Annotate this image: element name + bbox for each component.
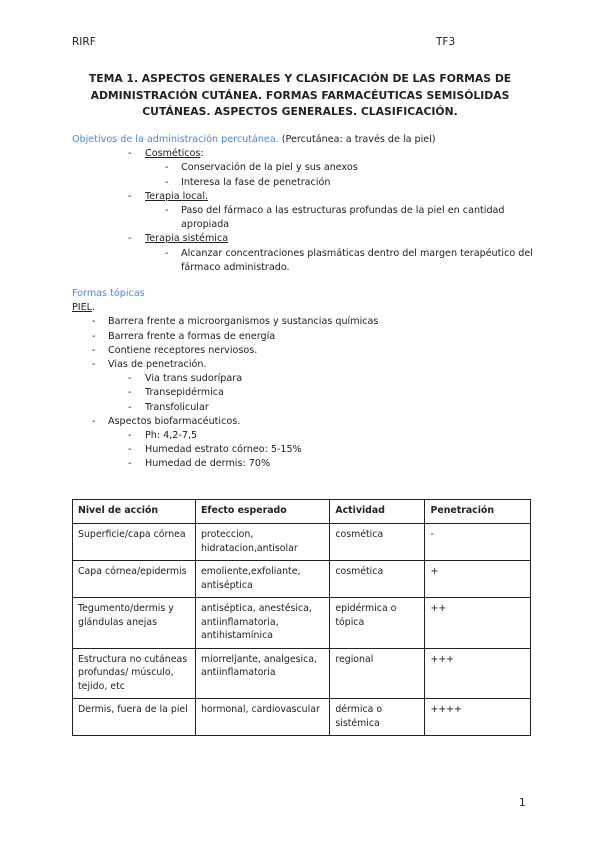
list-item	[72, 372, 542, 386]
column-header: Efecto esperado	[195, 500, 329, 524]
list-item-text: Humedad estrato córneo: 5-15%	[145, 444, 302, 456]
table-cell: ++++	[425, 699, 531, 736]
list-item	[72, 443, 542, 457]
objetivos-heading-line	[72, 133, 542, 147]
bullet-dash: -	[128, 148, 132, 160]
table-cell: Superficie/capa córnea	[73, 524, 196, 561]
table-cell: +++	[425, 648, 531, 699]
list-item	[72, 204, 542, 232]
table-cell: emoliente,exfoliante, antiséptica	[195, 561, 329, 598]
table-row	[73, 598, 531, 649]
bullet-dash: -	[128, 233, 132, 245]
bullet-dash: -	[128, 190, 132, 202]
list-item	[72, 457, 542, 471]
piel-heading: PIEL	[72, 302, 93, 314]
list-item-text: Vias de penetración.	[108, 359, 207, 371]
list-item	[72, 386, 542, 400]
bullet-dash: -	[92, 330, 96, 342]
list-item	[72, 190, 542, 204]
list-item-text: Barrera frente a formas de energía	[108, 330, 276, 342]
list-item-text: Aspectos biofarmacéuticos.	[108, 415, 241, 427]
header-left: RIRF	[72, 36, 96, 48]
objetivos-list	[72, 147, 542, 275]
document-body: Objetivos de la administración percutánea. (Percutánea: a través de la piel) - Cosméticos: - Conservación de la piel y sus anexos - Interesa la fase de penetración - Terapia local. - Paso del fármaco a las estructuras profundas de la piel en cantidad apropiada - Terapia sistémica - Alcanzar concentraciones plasmáticas dentro del margen terapéutico del fármaco administrado. Formas tópicas PIEL. - Barrera frente a microorganismos y sustancias químicas - Barrera frente a formas de energía - Contiene receptores nerviosos. - Vias de penetración. - Via trans sudorípara - Transepidérmica - Transfolicular - Aspectos biofarmacéuticos. - Ph: 4,2-7,5 - Humedad estrato córneo: 5-15% - Humedad de dermis: 70%	[72, 133, 542, 472]
table-cell: +	[425, 561, 531, 598]
list-item	[72, 232, 542, 246]
bullet-dash: -	[128, 444, 132, 456]
title-line: CUTÁNEAS. ASPECTOS GENERALES. CLASIFICACIÓN.	[142, 105, 458, 118]
table-cell: cosmética	[330, 524, 425, 561]
list-item-text: Conservación de la piel y sus anexos	[181, 162, 358, 174]
table-cell: Estructura no cutáneas profundas/ músculo, tejido, etc	[73, 648, 196, 699]
table-cell: regional	[330, 648, 425, 699]
page-title	[80, 71, 520, 121]
bullet-dash: -	[165, 247, 169, 259]
list-item	[72, 401, 542, 415]
list-item-text: Transepidérmica	[145, 387, 224, 399]
list-item	[72, 415, 542, 429]
list-item	[72, 330, 542, 344]
list-item	[72, 147, 542, 161]
column-header: Penetración	[425, 500, 531, 524]
list-item-text: Terapia local.	[145, 190, 209, 202]
table-cell: miorreljante, analgesica, antiinflamatoria	[195, 648, 329, 699]
list-item	[72, 358, 542, 372]
bullet-dash: -	[92, 415, 96, 427]
list-item	[72, 429, 542, 443]
list-item	[72, 161, 542, 175]
formas-heading: Formas tópicas	[72, 288, 145, 300]
bullet-dash: -	[128, 401, 132, 413]
list-item-text: Contiene receptores nerviosos.	[108, 344, 258, 356]
list-item	[72, 344, 542, 358]
list-item-text: Barrera frente a microorganismos y sustancias químicas	[108, 316, 379, 328]
list-item-text: Via trans sudorípara	[145, 373, 243, 385]
objetivos-heading: Objetivos de la administración percutánea.	[72, 134, 279, 145]
title-line: TEMA 1. ASPECTOS GENERALES Y CLASIFICACIÓN DE LAS FORMAS DE	[88, 72, 512, 85]
action-level-table	[72, 499, 531, 736]
column-header: Actividad	[330, 500, 425, 524]
list-item-text: Interesa la fase de penetración	[181, 176, 331, 188]
column-header: Nivel de acción	[73, 500, 196, 524]
bullet-dash: -	[165, 205, 169, 217]
table-cell: Tegumento/dermis y glándulas anejas	[73, 598, 196, 649]
list-item-text: Humedad de dermis: 70%	[145, 458, 271, 470]
table-cell: antiséptica, anestésica, antiinflamatoria, antihistamínica	[195, 598, 329, 649]
page-number: 1	[519, 797, 526, 809]
bullet-dash: -	[92, 359, 96, 371]
header-right: TF3	[436, 36, 456, 48]
table-cell: -	[425, 524, 531, 561]
bullet-dash: -	[92, 344, 96, 356]
bullet-dash: -	[128, 458, 132, 470]
table-cell: Dermis, fuera de la piel	[73, 699, 196, 736]
bullet-dash: -	[92, 316, 96, 328]
table-cell: dérmica o sistémica	[330, 699, 425, 736]
table-cell: ++	[425, 598, 531, 649]
table-row	[73, 648, 531, 699]
formas-list	[72, 315, 542, 471]
list-item-text: Ph: 4,2-7,5	[145, 430, 198, 442]
table-cell: Capa córnea/epidermis	[73, 561, 196, 598]
table-cell: cosmética	[330, 561, 425, 598]
list-item	[72, 315, 542, 329]
list-item-text: Transfolicular	[145, 401, 209, 413]
table-row	[73, 699, 531, 736]
objetivos-note: (Percutánea: a través de la piel)	[278, 134, 436, 145]
bullet-dash: -	[128, 373, 132, 385]
list-item	[72, 176, 542, 190]
bullet-dash: -	[128, 387, 132, 399]
bullet-dash: -	[128, 430, 132, 442]
list-item-text: Paso del fármaco a las estructuras profundas de la piel en cantidad apropiada	[181, 205, 505, 231]
table-cell: proteccion, hidratacion,antisolar	[195, 524, 329, 561]
list-item	[72, 247, 542, 275]
bullet-dash: -	[165, 176, 169, 188]
label-suffix: :	[200, 148, 204, 160]
list-item-text: Cosméticos	[145, 148, 201, 160]
table-cell: hormonal, cardiovascular	[195, 699, 329, 736]
bullet-dash: -	[165, 162, 169, 174]
table-cell: epidérmica o tópica	[330, 598, 425, 649]
table-row	[73, 561, 531, 598]
list-item-text: Alcanzar concentraciones plasmáticas dentro del margen terapéutico del fármaco administrado.	[181, 247, 533, 273]
list-item-text: Terapia sistémica	[145, 233, 229, 245]
title-line: ADMINISTRACIÓN CUTÁNEA. FORMAS FARMACÉUTICAS SEMISÓLIDAS	[90, 88, 510, 102]
table-row	[73, 524, 531, 561]
